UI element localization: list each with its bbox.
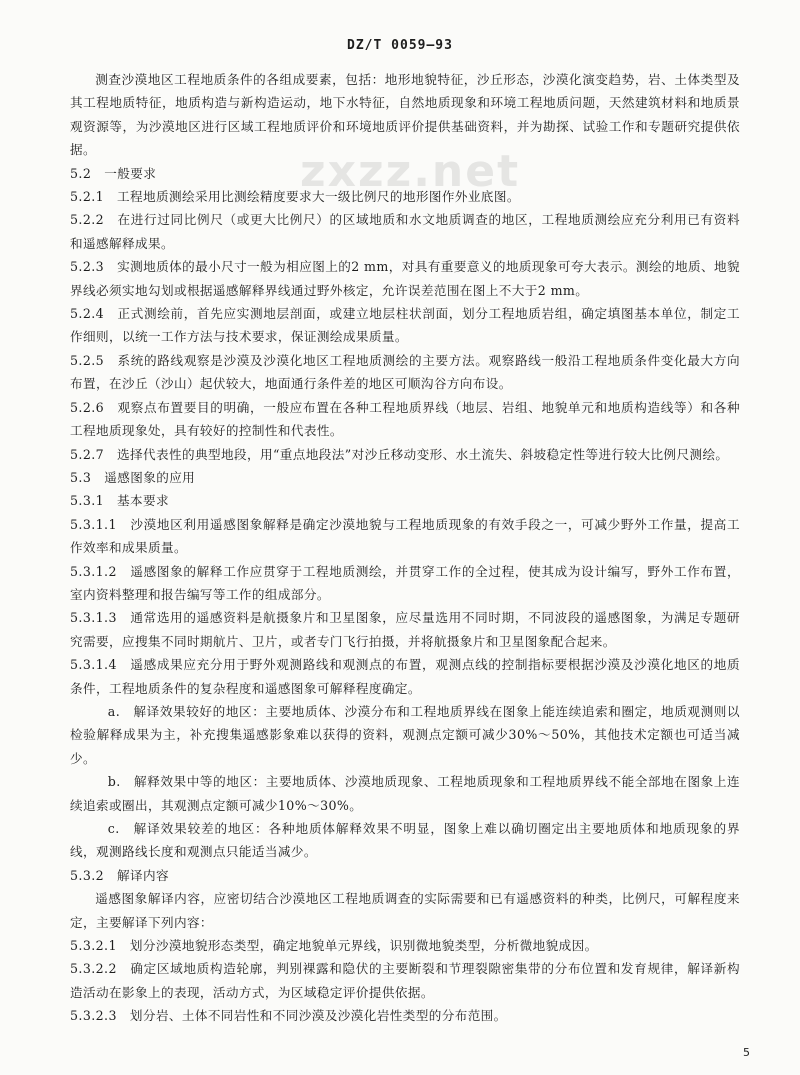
clause-5-2-5: 5.2.5 系统的路线观察是沙漠及沙漠化地区工程地质测绘的主要方法。观察路线一般沿工程地质条件变化最大方向布置，在沙丘（沙山）起伏较大，地面通行条件差的地区可顺沟谷方向布设。 [70, 352, 740, 392]
document-header-code: DZ/T 0059—93 [347, 38, 453, 53]
site-watermark: zxzz.net [300, 146, 521, 197]
section-heading-5-2: 5.2 一般要求 [70, 165, 157, 181]
clause-5-3-1-2: 5.3.1.2 遥感图象的解释工作应贯穿于工程地质测绘，并贯穿工作的全过程，使其成为设计编写，野外工作布置，室内资料整理和报告编写等工作的组成部分。 [70, 563, 740, 602]
clause-5-2-6: 5.2.6 观察点布置要目的明确，一般应布置在各种工程地质界线（地层、岩组、地貌单元和地质构造线等）和各种工程地质现象处，具有较好的控制性和代表性。 [70, 399, 740, 439]
clause-5-2-1: 5.2.1 工程地质测绘采用比测绘精度要求大一级比例尺的地形图作外业底图。 [70, 189, 520, 205]
item-b: b. 解释效果中等的地区：主要地质体、沙漠地质现象、工程地质现象和工程地质界线不能全部地在图象上连续追索或圈出，其观测点定额可减少10%～30%。 [70, 774, 740, 813]
clause-5-2-2: 5.2.2 在进行过同比例尺（或更大比例尺）的区域地质和水文地质调查的地区，工程地质测绘应充分利用已有资料和遥感解释成果。 [70, 212, 740, 251]
interpretation-intro: 遥感图象解译内容，应密切结合沙漠地区工程地质调查的实际需要和已有遥感资料的种类，比例尺，可解程度来定，主要解译下列内容： [70, 891, 740, 930]
intro-paragraph: 测查沙漠地区工程地质条件的各组成要素，包括：地形地貌特征，沙丘形态，沙漠化演变趋势，岩、土体类型及其工程地质特征，地质构造与新构造运动，地下水特征，自然地质现象和环境工程地质问题，天然建筑材料和地质景观资源等，为沙漠地区进行区域工程地质评价和环境地质评价提供基础资料，并为勘探、试验工作和专题研究提供依据。 [70, 72, 740, 158]
clause-5-2-3: 5.2.3 实测地质体的最小尺寸一般为相应图上的2 mm，对具有重要意义的地质现象可夸大表示。测绘的地质、地貌界线必须实地勾划或根据遥感解释界线通过野外核定，允许误差范围在图上不大于2 mm。 [70, 259, 740, 298]
item-c: c. 解译效果较差的地区：各种地质体解释效果不明显，图象上难以确切圈定出主要地质体和地质现象的界线，观测路线长度和观测点只能适当减少。 [70, 821, 740, 860]
clause-5-3-2-3: 5.3.2.3 划分岩、土体不同岩性和不同沙漠及沙漠化岩性类型的分布范围。 [70, 1008, 507, 1024]
page-number: 5 [743, 1046, 750, 1059]
clause-5-3-2-1: 5.3.2.1 划分沙漠地貌形态类型，确定地貌单元界线，识别微地貌类型，分析微地貌成因。 [70, 938, 598, 954]
section-heading-5-3: 5.3 遥感图象的应用 [70, 469, 196, 485]
clause-5-3-1-4: 5.3.1.4 遥感成果应充分用于野外观测路线和观测点的布置，观测点线的控制指标要根据沙漠及沙漠化地区的地质条件，工程地质条件的复杂程度和遥感图象可解释程度确定。 [70, 657, 740, 696]
body-text [70, 68, 740, 1028]
subsection-heading-5-3-1: 5.3.1 基本要求 [70, 493, 170, 509]
clause-5-3-1-1: 5.3.1.1 沙漠地区利用遥感图象解释是确定沙漠地貌与工程地质现象的有效手段之一，可减少野外工作量，提高工作效率和成果质量。 [70, 516, 740, 556]
item-a: a. 解译效果较好的地区：主要地质体、沙漠分布和工程地质界线在图象上能连续追索和圈定，地质观测则以检验解释成果为主，补充搜集遥感影象难以获得的资料，观测点定额可减少30%～50%，其他技术定额也可适当减少。 [70, 703, 740, 766]
clause-5-2-4: 5.2.4 正式测绘前，首先应实测地层剖面，或建立地层柱状剖面，划分工程地质岩组，确定填图基本单位，制定工作细则，以统一工作方法与技术要求，保证测绘成果质量。 [70, 306, 740, 345]
clause-5-3-2-2: 5.3.2.2 确定区域地质构造轮廓，判别裸露和隐伏的主要断裂和节理裂隙密集带的分布位置和发育规律，解译新构造活动在影象上的表现，活动方式，为区域稳定评价提供依据。 [70, 961, 740, 1000]
subsection-heading-5-3-2: 5.3.2 解译内容 [70, 867, 170, 883]
clause-5-3-1-3: 5.3.1.3 通常选用的遥感资料是航摄象片和卫星图象，应尽量选用不同时期，不同波段的遥感图象，为满足专题研究需要，应搜集不同时期航片、卫片，或者专门飞行拍摄，并将航摄象片和卫星图象配合起来。 [70, 610, 740, 649]
clause-5-2-7: 5.2.7 选择代表性的典型地段，用“重点地段法”对沙丘移动变形、水土流失、斜坡稳定性等进行较大比例尺测绘。 [70, 446, 729, 462]
